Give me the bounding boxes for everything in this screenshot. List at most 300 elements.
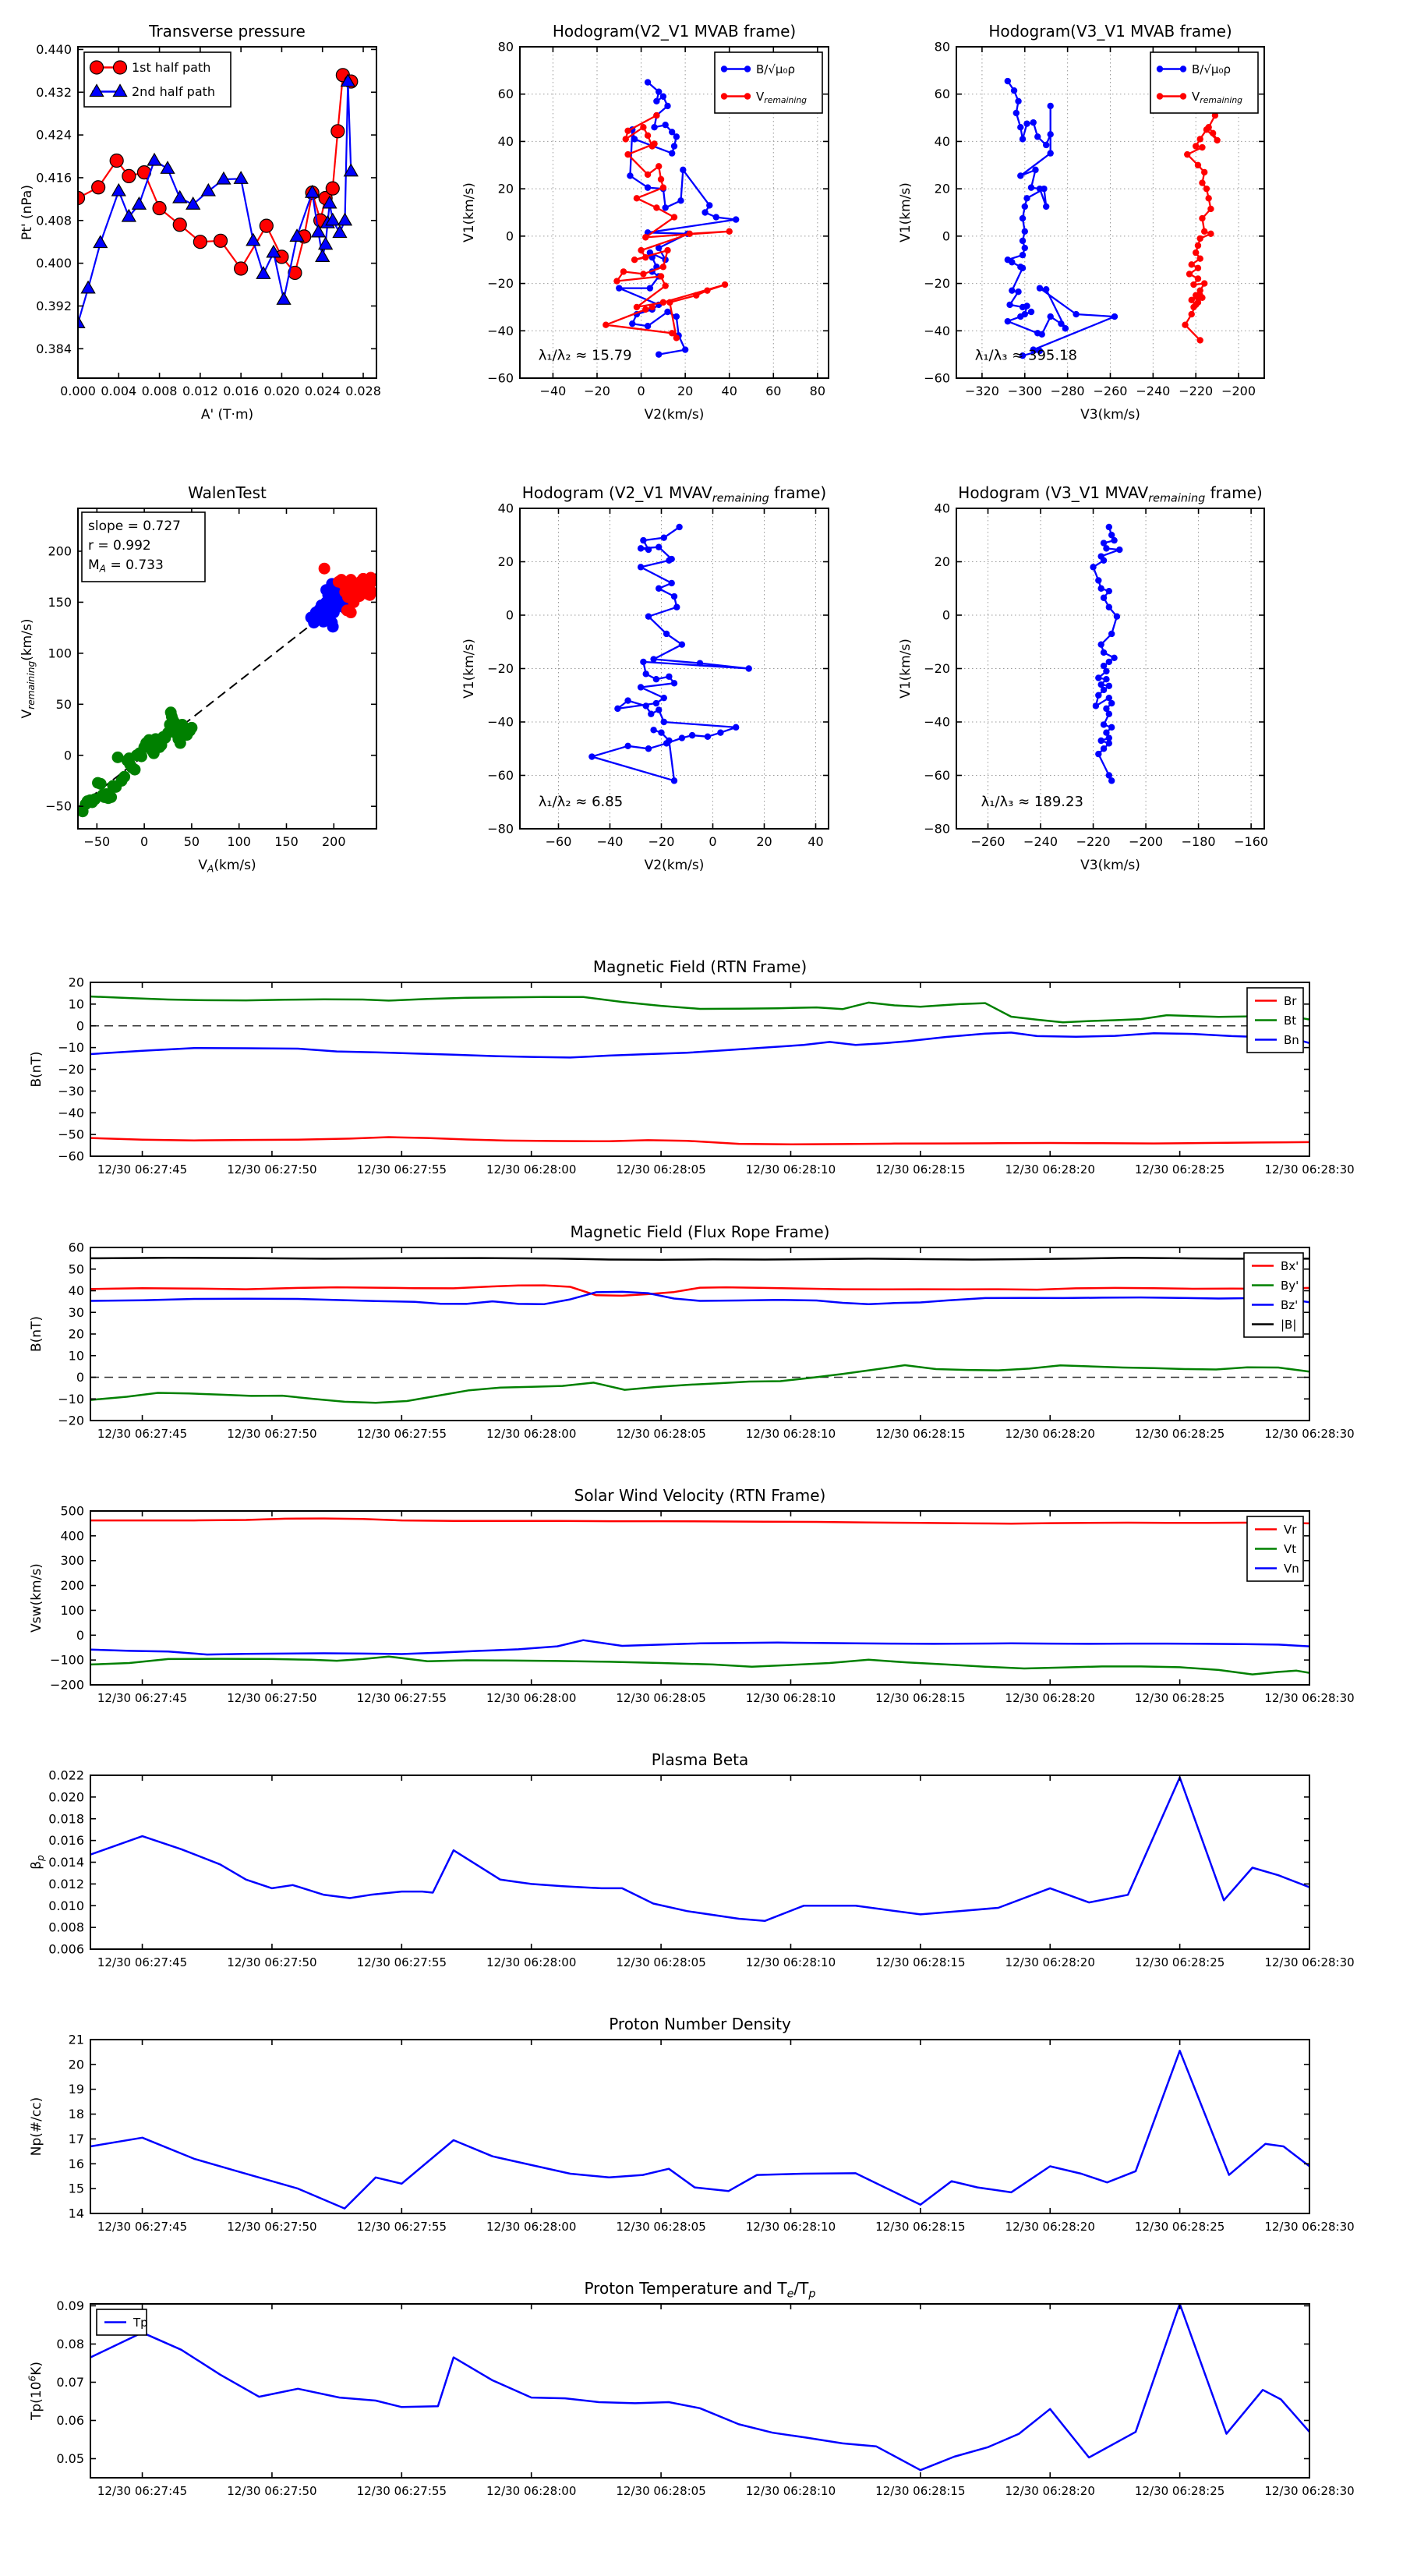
chart-solar-wind-velocity [29, 1486, 1355, 1705]
hodogram-v3v1-mvab-x-axis-label: V3(km/s) [1080, 407, 1140, 423]
proton-temperature-x-ticks [97, 2304, 1355, 2498]
x-tick-label: −260 [970, 834, 1005, 849]
y-tick-label: −20 [58, 1413, 84, 1428]
hodogram-v3v1-mvav-x-axis-label: V3(km/s) [1080, 858, 1140, 873]
hodogram-v3v1-mvav-annotation: λ₁/λ₃ ≈ 189.23 [981, 794, 1083, 811]
x-tick-label: −200 [1221, 384, 1256, 398]
chart-transverse-pressure [19, 22, 381, 423]
y-tick-label: 10 [68, 996, 84, 1012]
hodogram-v2v1-mvav-series-velocity-path [588, 524, 752, 784]
x-tick-label: −20 [584, 384, 610, 398]
hodogram-v2v1-mvab-series-V-remaining [603, 112, 733, 341]
y-tick-label: −60 [924, 370, 950, 386]
proton-temperature-series-Tp [90, 2304, 1309, 2470]
y-tick-label: 80 [497, 39, 514, 55]
hodogram-v2v1-mvav-title: Hodogram (V2_V1 $MVAV_{remaining}$ frame) [521, 483, 827, 505]
x-tick-label: −220 [1076, 834, 1111, 849]
y-tick-label: −100 [50, 1652, 84, 1668]
magnetic-field-rtn-y-ticks [58, 975, 1309, 1164]
magnetic-field-flux-rope-series-By-prime [90, 1365, 1309, 1403]
y-tick-label: 80 [934, 39, 950, 55]
hodogram-v3v1-mvab-series-B-sqrt-mu0rho [1005, 78, 1119, 359]
x-tick-label: 12/30 06:28:15 [875, 1955, 966, 1969]
solar-wind-velocity-series-Vt [90, 1657, 1309, 1675]
x-tick-label: 12/30 06:27:45 [97, 1691, 188, 1705]
walen-test-y-axis-label: $V_{remaining}(km/s)$ [19, 618, 37, 719]
chart-hodogram-v2v1-mvab [461, 22, 829, 423]
magnetic-field-rtn-series-Br [90, 1138, 1309, 1145]
y-tick-label: 21 [68, 2032, 84, 2047]
x-tick-label: −60 [545, 834, 572, 849]
transverse-pressure-title: Transverse pressure [149, 22, 306, 41]
y-tick-label: 0.022 [48, 1767, 84, 1783]
x-tick-label: −180 [1181, 834, 1216, 849]
y-tick-label: −20 [924, 661, 950, 676]
y-tick-label: 0.09 [56, 2298, 84, 2313]
walen-test-stats-line: $M_A = 0.733$ [88, 557, 164, 575]
y-tick-label: 60 [934, 87, 950, 102]
y-tick-label: 20 [934, 181, 950, 196]
hodogram-v2v1-mvav-x-axis-label: V2(km/s) [644, 858, 705, 873]
y-tick-label: 0.408 [36, 213, 72, 228]
x-tick-label: 12/30 06:28:20 [1005, 1427, 1095, 1441]
y-tick-label: 0 [942, 228, 950, 244]
magnetic-field-rtn-series-Bn [90, 1032, 1309, 1057]
x-tick-label: 12/30 06:28:10 [745, 1162, 836, 1177]
hodogram-v2v1-mvab-legend-label: $V_{remaining}$ [756, 89, 808, 106]
y-tick-label: −40 [487, 323, 514, 338]
proton-number-density-y-axis-label: Np(#/cc) [29, 2097, 44, 2157]
solar-wind-velocity-y-axis-label: Vsw(km/s) [29, 1563, 44, 1633]
hodogram-v3v1-mvav-y-axis-label: V1(km/s) [898, 639, 914, 699]
y-tick-label: 40 [934, 133, 950, 149]
y-tick-label: 0.07 [56, 2374, 84, 2390]
x-tick-label: 40 [808, 834, 824, 849]
y-tick-label: −200 [50, 1677, 84, 1693]
hodogram-v3v1-mvab-legend-label: $V_{remaining}$ [1192, 89, 1243, 106]
x-tick-label: 150 [274, 834, 299, 849]
x-tick-label: 12/30 06:28:25 [1134, 1162, 1225, 1177]
y-tick-label: 40 [934, 501, 950, 516]
magnetic-field-flux-rope-legend-label: Bz' [1281, 1297, 1299, 1312]
x-tick-label: 12/30 06:28:05 [616, 1427, 706, 1441]
solar-wind-velocity-series-Vr [90, 1519, 1309, 1524]
y-tick-label: 0.06 [56, 2412, 84, 2428]
y-tick-label: −60 [924, 768, 950, 783]
x-tick-label: −260 [1093, 384, 1128, 398]
y-tick-label: 19 [68, 2082, 84, 2097]
x-tick-label: 0.024 [304, 384, 341, 398]
y-tick-label: 0.424 [36, 127, 72, 143]
proton-number-density-series-Np [90, 2051, 1309, 2208]
y-tick-label: 200 [60, 1578, 84, 1594]
y-tick-label: 17 [68, 2131, 84, 2146]
plasma-beta-title: Plasma Beta [651, 1750, 749, 1769]
hodogram-v3v1-mvab-legend-label: B/√μ₀ρ [1192, 62, 1231, 76]
x-tick-label: 12/30 06:28:10 [745, 1691, 836, 1705]
x-tick-label: 80 [809, 384, 826, 398]
y-tick-label: 10 [68, 1348, 84, 1364]
x-tick-label: 12/30 06:28:15 [875, 2220, 966, 2234]
x-tick-label: 12/30 06:27:45 [97, 1162, 188, 1177]
x-tick-label: 100 [227, 834, 251, 849]
solar-wind-velocity-series-Vn [90, 1640, 1309, 1654]
x-tick-label: 0 [140, 834, 149, 849]
y-tick-label: −20 [487, 276, 514, 292]
y-tick-label: 150 [48, 594, 72, 610]
y-tick-label: 16 [68, 2156, 84, 2171]
x-tick-label: −20 [648, 834, 675, 849]
magnetic-field-rtn-legend-label: Bn [1284, 1032, 1299, 1047]
x-tick-label: 12/30 06:27:50 [227, 1162, 317, 1177]
x-tick-label: 12/30 06:27:45 [97, 1427, 188, 1441]
x-tick-label: 12/30 06:27:55 [356, 1691, 447, 1705]
walen-test-x-axis-label: $V_A(km/s)$ [198, 858, 256, 875]
transverse-pressure-legend-label: 2nd half path [132, 84, 216, 100]
y-tick-label: −40 [924, 323, 950, 338]
x-tick-label: 12/30 06:28:30 [1264, 1955, 1355, 1969]
y-tick-label: −60 [58, 1148, 84, 1164]
y-tick-label: 0.014 [48, 1855, 84, 1870]
hodogram-v3v1-mvav-title: Hodogram (V3_V1 $MVAV_{remaining}$ frame) [958, 483, 1263, 505]
x-tick-label: 12/30 06:28:05 [616, 2220, 706, 2234]
hodogram-v2v1-mvab-legend-label: B/√μ₀ρ [756, 62, 795, 76]
x-tick-label: 12/30 06:28:05 [616, 2484, 706, 2498]
y-tick-label: −80 [487, 821, 514, 837]
hodogram-v2v1-mvab-y-axis-label: V1(km/s) [461, 182, 477, 242]
solar-wind-velocity-legend-label: Vt [1284, 1541, 1297, 1556]
y-tick-label: −30 [58, 1083, 84, 1099]
y-tick-label: 200 [48, 543, 72, 559]
x-tick-label: 12/30 06:28:25 [1134, 2484, 1225, 2498]
magnetic-field-flux-rope-legend-label: By' [1281, 1278, 1299, 1293]
hodogram-v2v1-mvab-title: Hodogram(V2_V1 MVAB frame) [552, 22, 797, 41]
y-tick-label: −40 [924, 714, 950, 730]
magnetic-field-rtn-y-axis-label: B(nT) [29, 1051, 44, 1088]
y-tick-label: −20 [924, 276, 950, 292]
x-tick-label: 12/30 06:28:05 [616, 1955, 706, 1969]
y-tick-label: 300 [60, 1553, 84, 1569]
y-tick-label: −20 [58, 1062, 84, 1077]
x-tick-label: 12/30 06:27:50 [227, 1955, 317, 1969]
y-tick-label: 15 [68, 2181, 84, 2196]
x-tick-label: 60 [765, 384, 782, 398]
proton-temperature-legend-label: Tp [133, 2315, 148, 2330]
x-tick-label: −320 [964, 384, 999, 398]
x-tick-label: 0.028 [345, 384, 381, 398]
proton-temperature-title: Proton Temperature and $T_e/T_p$ [584, 2279, 816, 2301]
y-tick-label: 0 [76, 1018, 84, 1034]
magnetic-field-flux-rope-series-Bz-prime [90, 1292, 1309, 1304]
x-tick-label: 12/30 06:28:00 [486, 1691, 577, 1705]
x-tick-label: 12/30 06:27:55 [356, 2220, 447, 2234]
y-tick-label: −60 [487, 768, 514, 783]
x-tick-label: −40 [539, 384, 567, 398]
y-tick-label: 0.016 [48, 1833, 84, 1849]
x-tick-label: 0.000 [60, 384, 96, 398]
y-tick-label: 50 [55, 696, 72, 712]
x-tick-label: 12/30 06:28:30 [1264, 2220, 1355, 2234]
hodogram-v2v1-mvav-annotation: λ₁/λ₂ ≈ 6.85 [538, 794, 624, 811]
magnetic-field-rtn-series-Bt [90, 993, 1309, 1022]
x-tick-label: 0.008 [141, 384, 178, 398]
hodogram-v3v1-mvab-legend [1150, 52, 1258, 113]
x-tick-label: 12/30 06:27:50 [227, 1691, 317, 1705]
hodogram-v2v1-mvav-y-axis-label: V1(km/s) [461, 639, 477, 699]
x-tick-label: 12/30 06:28:25 [1134, 1955, 1225, 1969]
proton-temperature-frame [90, 2304, 1309, 2478]
magnetic-field-rtn-legend-label: Br [1284, 993, 1297, 1008]
y-tick-label: 0 [63, 748, 72, 763]
magnetic-field-flux-rope-legend-label: |B| [1281, 1317, 1297, 1332]
y-tick-label: 60 [497, 87, 514, 102]
chart-hodogram-v3v1-mvav [898, 483, 1268, 873]
y-tick-label: 50 [68, 1261, 84, 1277]
y-tick-label: 0.006 [48, 1941, 84, 1957]
y-tick-label: 0 [505, 228, 514, 244]
x-tick-label: 12/30 06:28:25 [1134, 1427, 1225, 1441]
magnetic-field-rtn-legend-label: Bt [1284, 1013, 1297, 1028]
magnetic-field-flux-rope-frame [90, 1247, 1309, 1421]
x-tick-label: 12/30 06:28:20 [1005, 1955, 1095, 1969]
y-tick-label: 0.012 [48, 1876, 84, 1891]
x-tick-label: 0 [709, 834, 717, 849]
chart-magnetic-field-flux-rope [29, 1223, 1355, 1441]
chart-hodogram-v2v1-mvav [461, 483, 829, 873]
x-tick-label: 12/30 06:28:00 [486, 2220, 577, 2234]
y-tick-label: −50 [58, 1127, 84, 1142]
plasma-beta-y-ticks [48, 1768, 1309, 1957]
plasma-beta-x-ticks [97, 1775, 1355, 1969]
plasma-beta-series-beta-p [90, 1778, 1309, 1921]
y-tick-label: 20 [68, 1326, 84, 1342]
x-tick-label: 12/30 06:28:00 [486, 1427, 577, 1441]
solar-wind-velocity-legend-label: Vr [1284, 1522, 1297, 1537]
x-tick-label: −240 [1136, 384, 1171, 398]
x-tick-label: 20 [756, 834, 772, 849]
proton-number-density-x-ticks [97, 2040, 1355, 2234]
y-tick-label: 100 [48, 646, 72, 661]
y-tick-label: 30 [68, 1304, 84, 1320]
y-tick-label: −40 [487, 714, 514, 730]
magnetic-field-rtn-x-ticks [97, 982, 1355, 1177]
plasma-beta-frame [90, 1775, 1309, 1949]
y-tick-label: 20 [497, 181, 514, 196]
proton-temperature-y-ticks [56, 2298, 1309, 2466]
magnetic-field-flux-rope-x-ticks [97, 1247, 1355, 1441]
x-tick-label: 12/30 06:28:15 [875, 1691, 966, 1705]
proton-temperature-legend [97, 2309, 148, 2335]
y-tick-label: −10 [58, 1391, 84, 1407]
x-tick-label: 12/30 06:28:15 [875, 1427, 966, 1441]
y-tick-label: 20 [68, 975, 84, 990]
x-tick-label: 12/30 06:28:25 [1134, 2220, 1225, 2234]
magnetic-field-rtn-legend [1247, 988, 1303, 1053]
x-tick-label: 50 [183, 834, 200, 849]
x-tick-label: 12/30 06:28:30 [1264, 1427, 1355, 1441]
y-tick-label: 0.08 [56, 2336, 84, 2351]
walen-test-title: WalenTest [188, 483, 267, 502]
x-tick-label: 0.020 [263, 384, 300, 398]
x-tick-label: 12/30 06:27:45 [97, 1955, 188, 1969]
hodogram-v2v1-mvab-annotation: λ₁/λ₂ ≈ 15.79 [538, 347, 632, 364]
x-tick-label: −240 [1023, 834, 1058, 849]
transverse-pressure-y-axis-label: Pt' (nPa) [19, 185, 35, 240]
x-tick-label: 12/30 06:28:10 [745, 2484, 836, 2498]
x-tick-label: 40 [721, 384, 737, 398]
proton-temperature-y-axis-label: $Tp(10^6K)$ [27, 2361, 44, 2421]
x-tick-label: 12/30 06:28:30 [1264, 2484, 1355, 2498]
transverse-pressure-legend-label: 1st half path [132, 60, 211, 76]
y-tick-label: −50 [45, 798, 72, 814]
y-tick-label: −10 [58, 1040, 84, 1056]
y-tick-label: −40 [58, 1105, 84, 1120]
y-tick-label: 0.020 [48, 1789, 84, 1805]
x-tick-label: 20 [677, 384, 694, 398]
y-tick-label: −60 [487, 370, 514, 386]
hodogram-v2v1-mvab-series-B-sqrt-mu0rho [616, 79, 739, 358]
x-tick-label: 12/30 06:28:10 [745, 1955, 836, 1969]
x-tick-label: 0 [637, 384, 645, 398]
x-tick-label: 200 [322, 834, 346, 849]
solar-wind-velocity-x-ticks [97, 1511, 1355, 1705]
x-tick-label: 12/30 06:28:20 [1005, 2220, 1095, 2234]
x-tick-label: −40 [596, 834, 624, 849]
x-tick-label: 12/30 06:28:05 [616, 1162, 706, 1177]
y-tick-label: 40 [497, 133, 514, 149]
x-tick-label: 12/30 06:28:10 [745, 1427, 836, 1441]
magnetic-field-flux-rope-series-B-magnitude [90, 1258, 1309, 1260]
magnetic-field-rtn-title: Magnetic Field (RTN Frame) [592, 957, 808, 976]
x-tick-label: 12/30 06:27:50 [227, 1427, 317, 1441]
y-tick-label: 40 [497, 501, 514, 516]
x-tick-label: 12/30 06:27:55 [356, 2484, 447, 2498]
y-tick-label: 400 [60, 1528, 84, 1544]
x-tick-label: 12/30 06:28:00 [486, 1162, 577, 1177]
chart-magnetic-field-rtn [29, 957, 1355, 1177]
y-tick-label: 20 [934, 554, 950, 569]
hodogram-v2v1-mvab-legend [715, 52, 822, 113]
x-tick-label: −220 [1179, 384, 1214, 398]
y-tick-label: 60 [68, 1240, 84, 1255]
x-tick-label: 12/30 06:28:20 [1005, 1691, 1095, 1705]
magnetic-field-flux-rope-legend [1244, 1253, 1303, 1337]
y-tick-label: 20 [68, 2057, 84, 2072]
y-tick-label: 14 [68, 2206, 84, 2221]
x-tick-label: 12/30 06:27:45 [97, 2220, 188, 2234]
y-tick-label: 0.440 [36, 41, 72, 57]
hodogram-v3v1-mvav-series-velocity-path [1090, 524, 1122, 784]
chart-hodogram-v3v1-mvab [898, 22, 1264, 423]
y-tick-label: 20 [497, 554, 514, 569]
x-tick-label: 12/30 06:28:25 [1134, 1691, 1225, 1705]
x-tick-label: 12/30 06:28:05 [616, 1691, 706, 1705]
walen-test-series-inbound-scatter [77, 706, 198, 817]
hodogram-v3v1-mvab-y-axis-label: V1(km/s) [898, 182, 914, 242]
y-tick-label: 0 [942, 607, 950, 623]
x-tick-label: −280 [1050, 384, 1085, 398]
plasma-beta-y-axis-label: $\beta_p$ [29, 1855, 46, 1870]
x-tick-label: 12/30 06:28:15 [875, 1162, 966, 1177]
magnetic-field-flux-rope-series-Bx-prime [90, 1286, 1309, 1296]
x-tick-label: 12/30 06:28:20 [1005, 2484, 1095, 2498]
x-tick-label: 12/30 06:28:10 [745, 2220, 836, 2234]
x-tick-label: 12/30 06:28:00 [486, 1955, 577, 1969]
x-tick-label: 12/30 06:27:45 [97, 2484, 188, 2498]
x-tick-label: 0.016 [223, 384, 260, 398]
magnetic-field-flux-rope-y-axis-label: B(nT) [29, 1315, 44, 1353]
y-tick-label: 0.400 [36, 256, 72, 271]
y-tick-label: 0.018 [48, 1811, 84, 1827]
chart-proton-number-density [29, 2015, 1355, 2234]
x-tick-label: −50 [83, 834, 111, 849]
y-tick-label: 0.010 [48, 1898, 84, 1913]
y-tick-label: 40 [68, 1283, 84, 1298]
x-tick-label: 12/30 06:28:00 [486, 2484, 577, 2498]
y-tick-label: 0.432 [36, 84, 72, 100]
x-tick-label: −200 [1129, 834, 1164, 849]
y-tick-label: 500 [60, 1503, 84, 1519]
magnetic-field-flux-rope-y-ticks [58, 1240, 1309, 1428]
solar-wind-velocity-legend [1247, 1516, 1303, 1581]
y-tick-label: 0 [76, 1370, 84, 1385]
y-tick-label: 0.384 [36, 341, 72, 356]
x-tick-label: 12/30 06:27:55 [356, 1427, 447, 1441]
y-tick-label: 0 [505, 607, 514, 623]
y-tick-label: 100 [60, 1602, 84, 1618]
y-tick-label: 0.05 [56, 2450, 84, 2466]
x-tick-label: −300 [1007, 384, 1042, 398]
proton-number-density-y-ticks [69, 2033, 1309, 2221]
hodogram-v3v1-mvab-annotation: λ₁/λ₃ ≈ 395.18 [974, 347, 1078, 364]
y-tick-label: 0.416 [36, 170, 72, 186]
y-tick-label: 0.392 [36, 298, 72, 313]
x-tick-label: 0.012 [182, 384, 218, 398]
y-tick-label: 18 [68, 2107, 84, 2122]
hodogram-v3v1-mvab-title: Hodogram(V3_V1 MVAB frame) [988, 22, 1232, 41]
x-tick-label: −160 [1234, 834, 1269, 849]
walen-test-stats-line: r = 0.992 [88, 538, 151, 554]
magnetic-field-flux-rope-title: Magnetic Field (Flux Rope Frame) [570, 1223, 830, 1241]
x-tick-label: 12/30 06:27:50 [227, 2484, 317, 2498]
x-tick-label: 12/30 06:28:30 [1264, 1162, 1355, 1177]
chart-plasma-beta [29, 1750, 1355, 1969]
hodogram-v3v1-mvab-series-V-remaining [1182, 112, 1221, 344]
y-tick-label: 0 [76, 1627, 84, 1643]
chart-proton-temperature [27, 2279, 1355, 2498]
hodogram-v2v1-mvab-x-axis-label: V2(km/s) [644, 407, 705, 423]
x-tick-label: 12/30 06:27:55 [356, 1955, 447, 1969]
x-tick-label: 12/30 06:28:15 [875, 2484, 966, 2498]
solar-wind-velocity-title: Solar Wind Velocity (RTN Frame) [574, 1486, 826, 1505]
transverse-pressure-legend [84, 52, 231, 107]
magnetic-field-flux-rope-legend-label: Bx' [1281, 1258, 1299, 1273]
proton-number-density-title: Proton Number Density [609, 2015, 791, 2033]
hodogram-v3v1-mvav-y-ticks [924, 501, 1264, 837]
walen-test-stats-line: slope = 0.727 [88, 518, 181, 534]
transverse-pressure-x-axis-label: A' (T·m) [200, 407, 254, 423]
x-tick-label: 0.004 [101, 384, 137, 398]
solar-wind-velocity-legend-label: Vn [1284, 1561, 1299, 1576]
y-tick-label: −80 [924, 821, 950, 837]
x-tick-label: 12/30 06:27:55 [356, 1162, 447, 1177]
x-tick-label: 12/30 06:28:30 [1264, 1691, 1355, 1705]
x-tick-label: 12/30 06:27:50 [227, 2220, 317, 2234]
x-tick-label: 12/30 06:28:20 [1005, 1162, 1095, 1177]
chart-walen-test [19, 483, 377, 875]
y-tick-label: −20 [487, 661, 514, 676]
y-tick-label: 0.008 [48, 1920, 84, 1935]
